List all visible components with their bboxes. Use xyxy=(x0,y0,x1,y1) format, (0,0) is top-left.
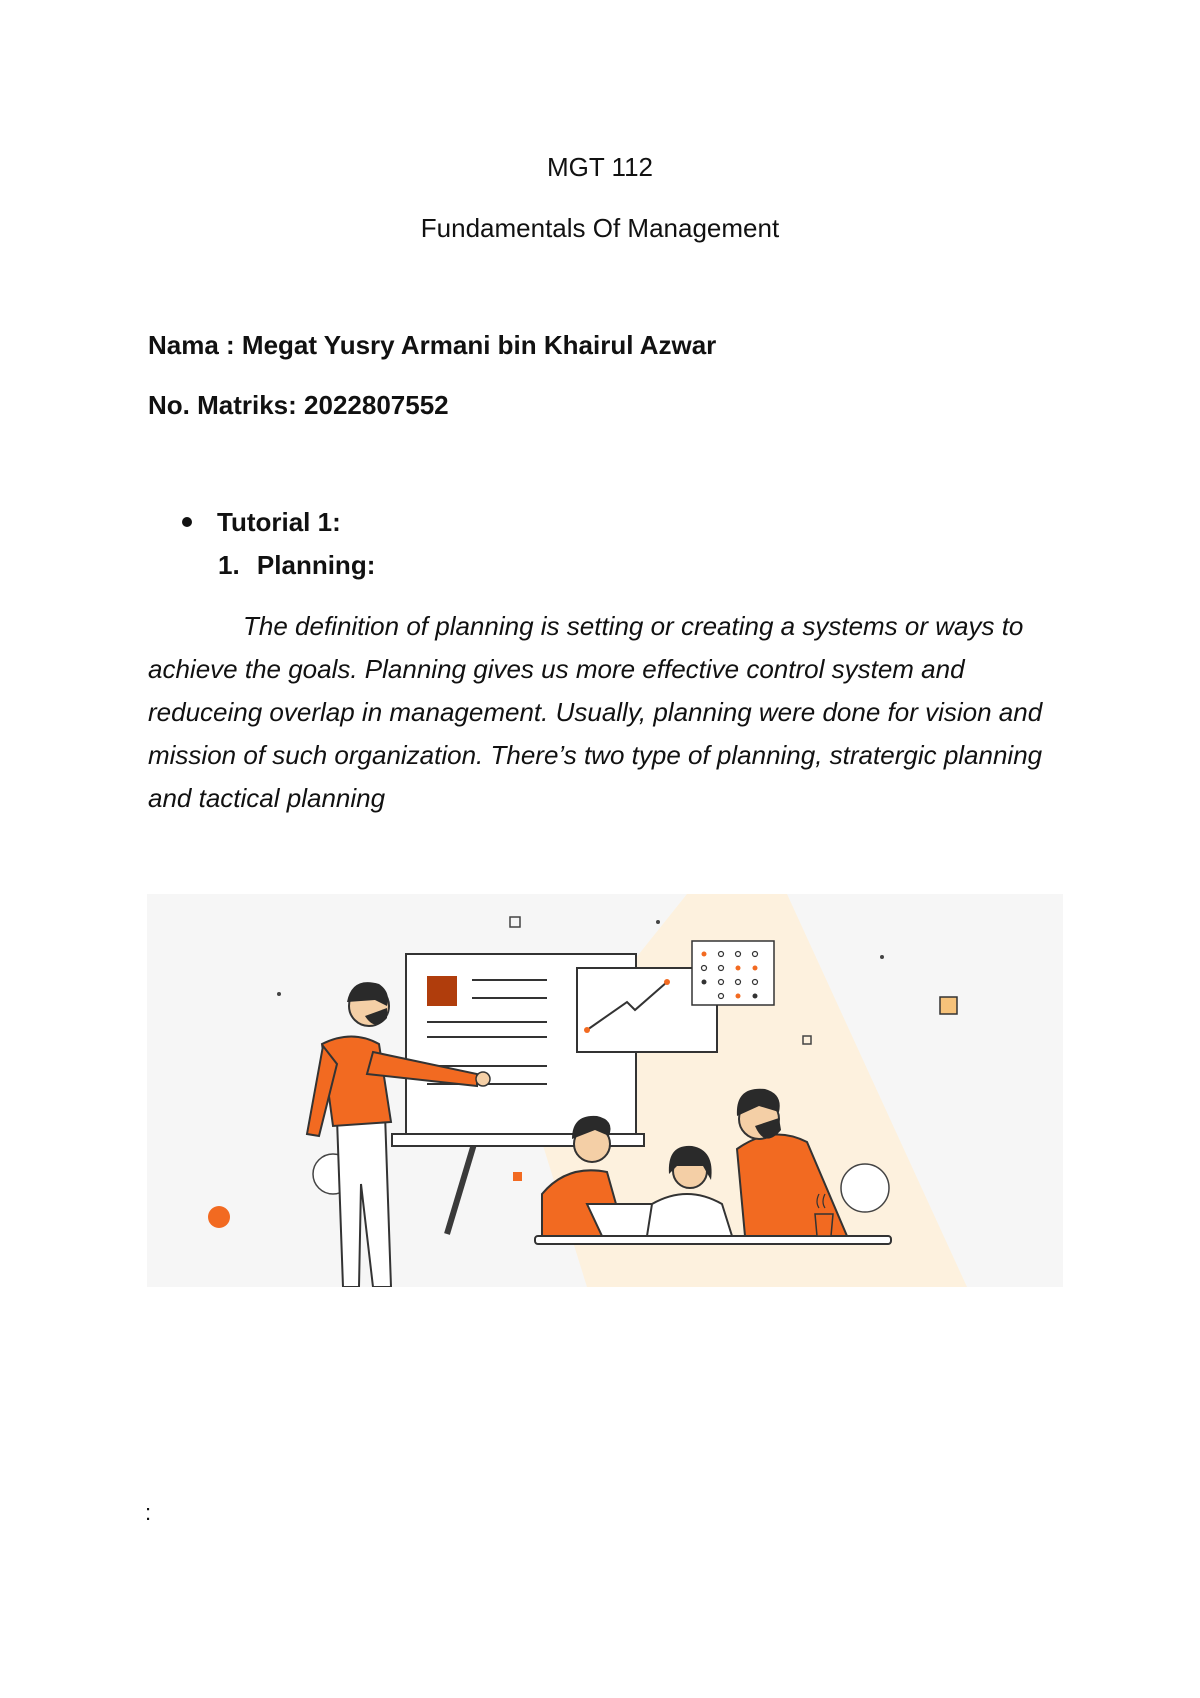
bullet-item-tutorial xyxy=(182,505,341,539)
course-name: Fundamentals Of Management xyxy=(420,213,780,243)
numbered-item-number: 1. xyxy=(218,550,240,580)
numbered-item-planning xyxy=(218,548,375,582)
bullet-item-label: Tutorial 1: xyxy=(217,507,341,537)
stray-colon-text: : xyxy=(145,1500,152,1525)
team-planning-illustration-icon xyxy=(147,894,1063,1287)
student-name: Nama : Megat Yusry Armani bin Khairul Azwar xyxy=(148,330,717,360)
numbered-item-label: Planning: xyxy=(256,550,376,580)
student-matric-number: No. Matriks: 2022807552 xyxy=(148,390,449,420)
course-code: MGT 112 xyxy=(547,152,653,182)
bullet-dot-icon xyxy=(182,517,192,527)
planning-definition-paragraph: The definition of planning is setting or creating a systems or ways to achieve the goals. Planning gives us more effective control system and reduceing overlap in management. Usually, planning were done for vision and mission of such organization. There’s two type of planning, stratergic planning and tactical planning xyxy=(148,611,1043,813)
